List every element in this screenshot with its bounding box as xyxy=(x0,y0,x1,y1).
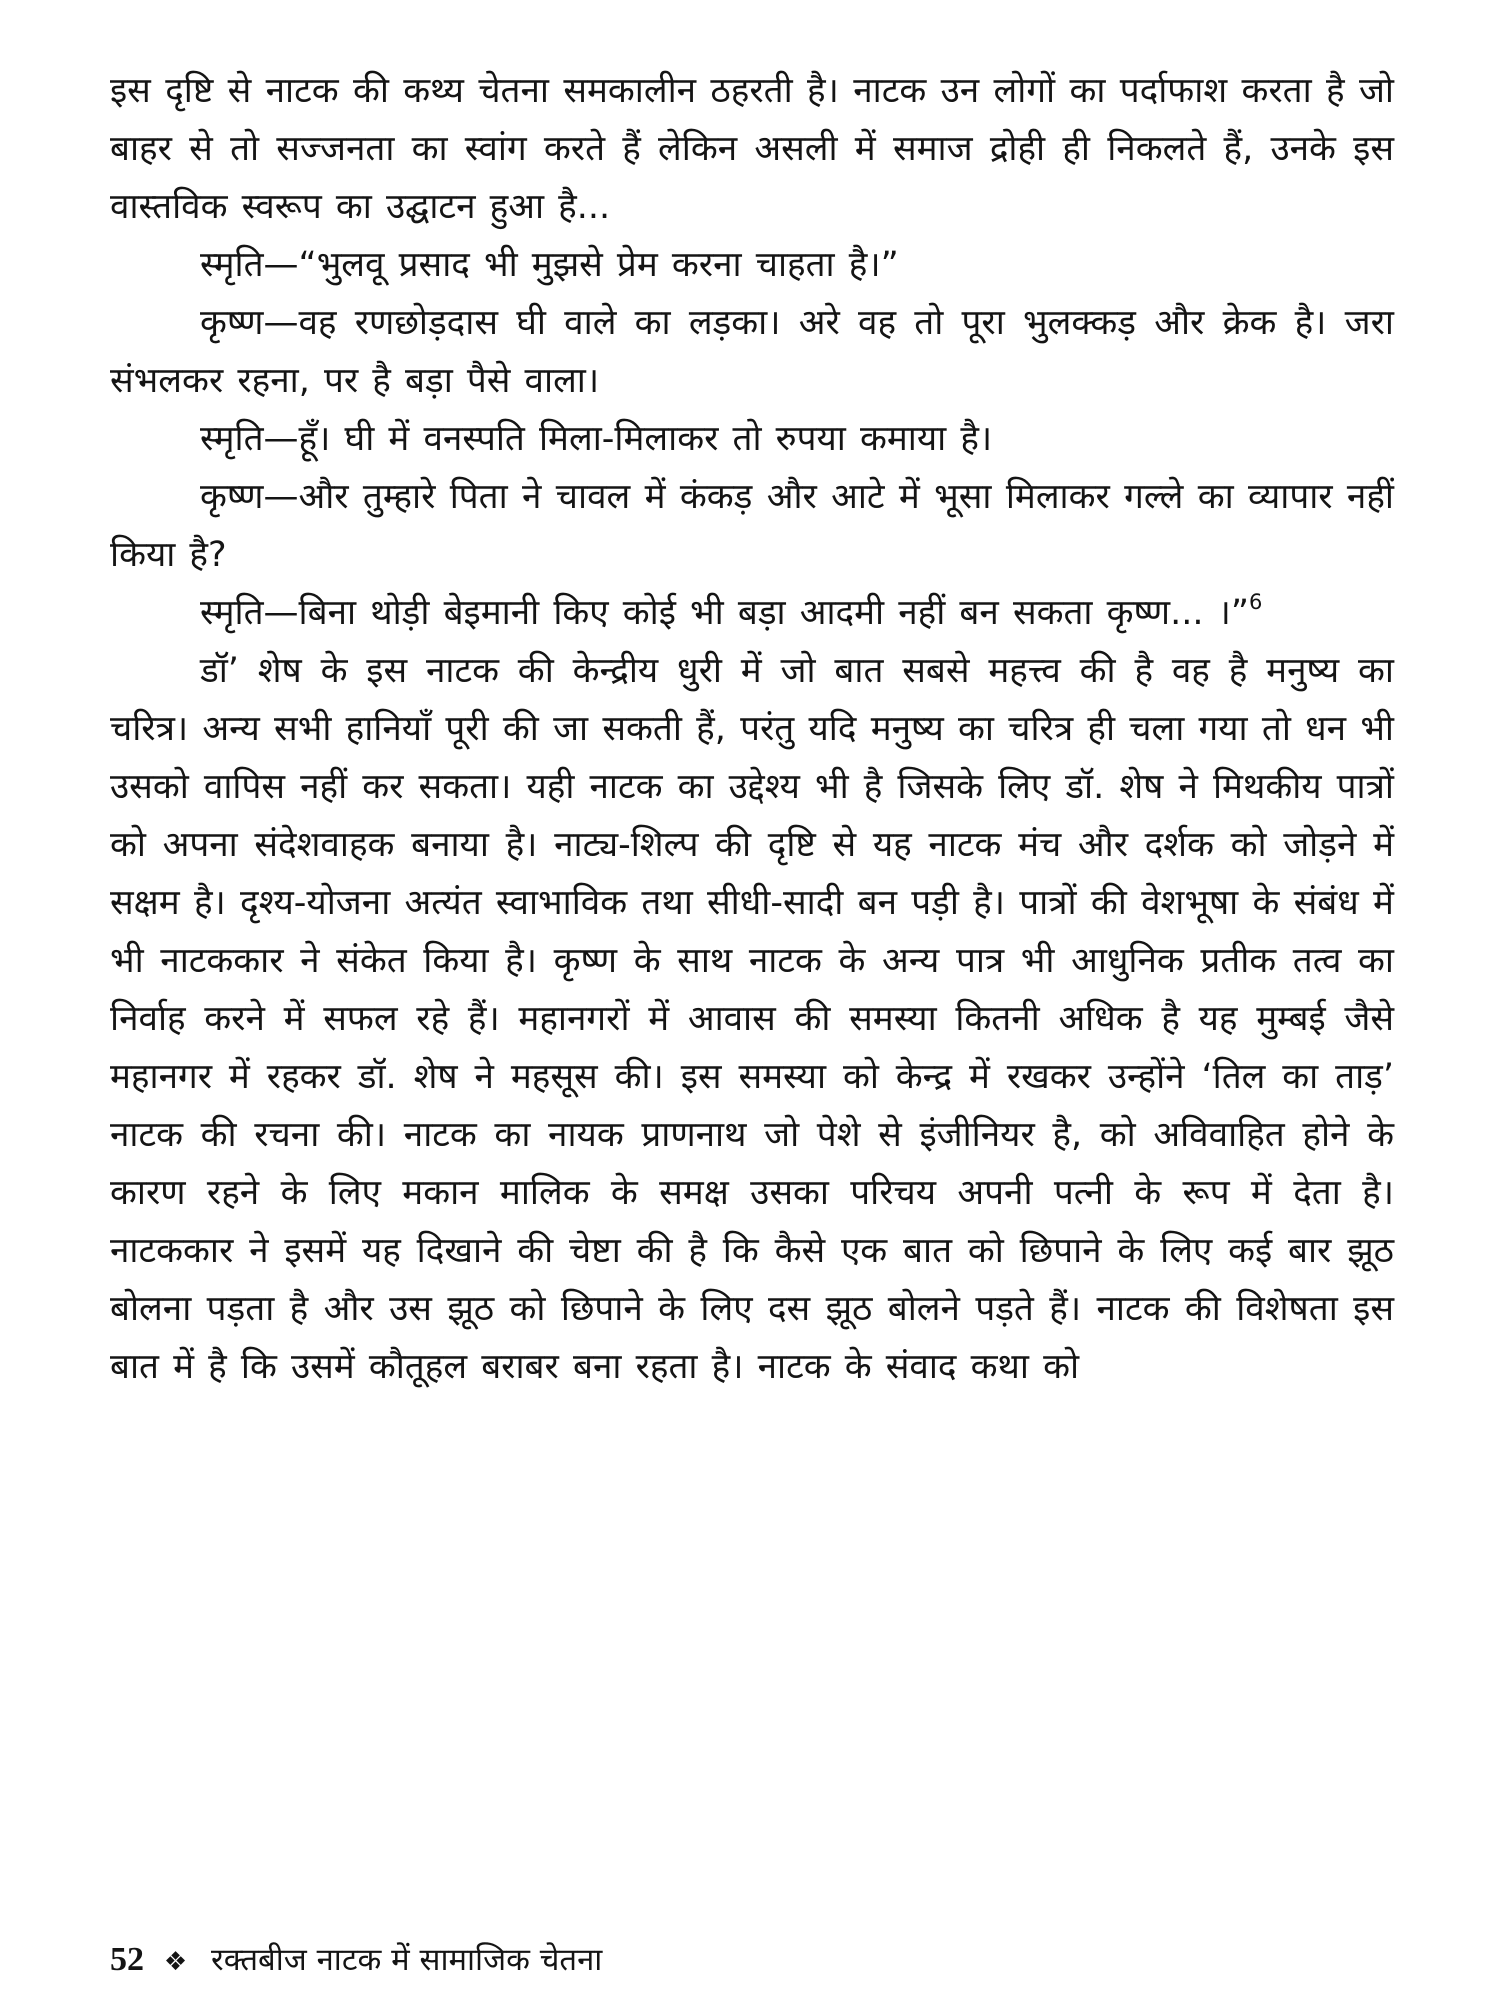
body-text xyxy=(110,62,1394,1396)
dialogue-smriti-3 xyxy=(110,584,1394,642)
dialogue-krishna-2: कृष्ण—और तुम्हारे पिता ने चावल में कंकड़ और आटे में भूसा मिलाकर गल्ले का व्यापार नहीं किया है? xyxy=(110,477,1394,575)
book-title: रक्तबीज नाटक में सामाजिक चेतना xyxy=(211,1942,603,1978)
dialogue-smriti-3-text: स्मृति—बिना थोड़ी बेइमानी किए कोई भी बड़ा आदमी नहीं बन सकता कृष्ण... ।” xyxy=(200,593,1249,633)
paragraph-analysis: डॉ’ शेष के इस नाटक की केन्द्रीय धुरी में जो बात सबसे महत्त्व की है वह है मनुष्य का चरित्र। अन्य सभी हानियाँ पूरी की जा सकती हैं, परंतु यदि मनुष्य का चरित्र ही चला गया तो धन भी उसको वापिस नहीं कर सकता। यही नाटक का उद्देश्य भी है जिसके लिए डॉ. शेष ने मिथकीय पात्रों को अपना संदेशवाहक बनाया है। नाट्य-शिल्प की दृष्टि से यह नाटक मंच और दर्शक को जोड़ने में सक्षम है। दृश्य-योजना अत्यंत स्वाभाविक तथा सीधी-सादी बन पड़ी है। पात्रों की वेशभूषा के संबंध में भी नाटककार ने संकेत किया है। कृष्ण के साथ नाटक के अन्य पात्र भी आधुनिक प्रतीक तत्व का निर्वाह करने में सफल रहे हैं। महानगरों में आवास की समस्या कितनी अधिक है यह मुम्बई जैसे महानगर में रहकर डॉ. शेष ने महसूस की। इस समस्या को केन्द्र में रखकर उन्होंने ‘तिल का ताड़’ नाटक की रचना की। नाटक का नायक प्राणनाथ जो पेशे से इंजीनियर है, को अविवाहित होने के कारण रहने के लिए मकान मालिक के समक्ष उसका परिचय अपनी पत्नी के रूप में देता है। नाटककार ने इसमें यह दिखाने की चेष्टा की है कि कैसे एक बात को छिपाने के लिए कई बार झूठ बोलना पड़ता है और उस झूठ को छिपाने के लिए दस झूठ बोलने पड़ते हैं। नाटक की विशेषता इस बात में है कि उसमें कौतूहल बराबर बना रहता है। नाटक के संवाद कथा को xyxy=(110,651,1394,1387)
diamond-separator-icon: ❖ xyxy=(163,1947,188,1977)
dialogue-smriti-2: स्मृति—हूँ। घी में वनस्पति मिला-मिलाकर तो रुपया कमाया है। xyxy=(200,419,993,459)
dialogue-krishna-1: कृष्ण—वह रणछोड़दास घी वाले का लड़का। अरे वह तो पूरा भुलक्कड़ और क्रेक है। जरा संभलकर रहना, पर है बड़ा पैसे वाला। xyxy=(110,303,1394,401)
dialogue-smriti-1: स्मृति—“भुलवू प्रसाद भी मुझसे प्रेम करना चाहता है।” xyxy=(200,245,899,285)
footnote-reference: 6 xyxy=(1248,590,1263,614)
page-footer xyxy=(110,1940,602,1982)
page-number: 52 xyxy=(110,1941,144,1978)
paragraph-intro: इस दृष्टि से नाटक की कथ्य चेतना समकालीन ठहरती है। नाटक उन लोगों का पर्दाफाश करता है जो बाहर से तो सज्जनता का स्वांग करते हैं लेकिन असली में समाज द्रोही ही निकलते हैं, उनके इस वास्तविक स्वरूप का उद्घाटन हुआ है... xyxy=(110,71,1394,227)
